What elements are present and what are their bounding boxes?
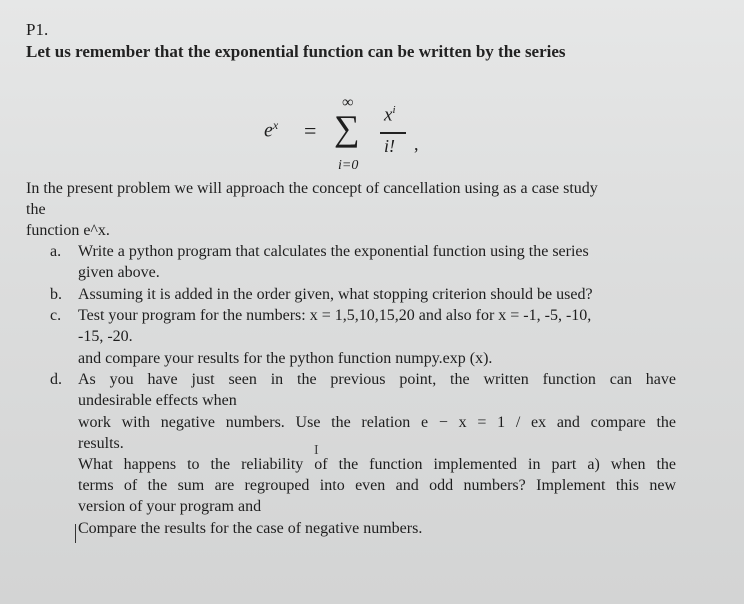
formula-upper-limit: ∞ <box>342 94 354 111</box>
item-d-line: As you have just seen in the previous point, the written function can have <box>78 371 676 388</box>
sigma-symbol: ∑ <box>334 108 360 148</box>
item-d-line: Compare the results for the case of negative numbers. <box>78 520 423 537</box>
item-letter-c: c. <box>50 307 62 324</box>
series-formula <box>262 94 442 174</box>
item-c-line: Test your program for the numbers: x = 1,5,10,15,20 and also for x = -1, -5, -10, <box>78 307 592 324</box>
formula-comma: , <box>414 134 419 154</box>
formula-denominator: i! <box>384 136 395 156</box>
item-c-line: and compare your results for the python function numpy.exp (x). <box>78 350 493 367</box>
item-d-line: results. <box>78 435 124 452</box>
item-d-line: undesirable effects when <box>78 392 237 409</box>
item-a-line: given above. <box>78 264 160 281</box>
formula-numerator: $x^i$ <box>384 104 396 126</box>
item-b-line: Assuming it is added in the order given, what stopping criterion should be used? <box>78 286 593 303</box>
problem-id: P1. <box>26 20 49 39</box>
formula-lhs: $e^x$ <box>264 118 279 142</box>
item-a-line: Write a python program that calculates the exponential function using the series <box>78 243 589 260</box>
text-cursor-icon: I <box>314 443 319 458</box>
item-d-line: version of your program and <box>78 498 262 515</box>
item-d-line: What happens to the reliability of the function implemented in part a) when the <box>78 456 676 473</box>
intro-text: Let us remember that the exponential function can be written by the series <box>26 42 566 61</box>
formula-lower-limit: i=0 <box>338 158 359 173</box>
item-letter-b: b. <box>50 286 62 303</box>
text-caret <box>75 524 76 543</box>
paragraph-line: In the present problem we will approach the concept of cancellation using as a case study <box>26 180 598 197</box>
item-letter-d: d. <box>50 371 62 388</box>
item-d-line: work with negative numbers. Use the relation e − x = 1 / ex and compare the <box>78 414 676 431</box>
item-c-line: -15, -20. <box>78 328 133 345</box>
item-letter-a: a. <box>50 243 62 260</box>
paragraph-line: function e^x. <box>26 222 110 239</box>
item-d-line: terms of the sum are regrouped into even and odd numbers? Implement this new <box>78 477 676 494</box>
fraction-bar <box>380 132 406 134</box>
formula-equals: = <box>304 118 317 143</box>
paragraph-line: the <box>26 201 46 218</box>
